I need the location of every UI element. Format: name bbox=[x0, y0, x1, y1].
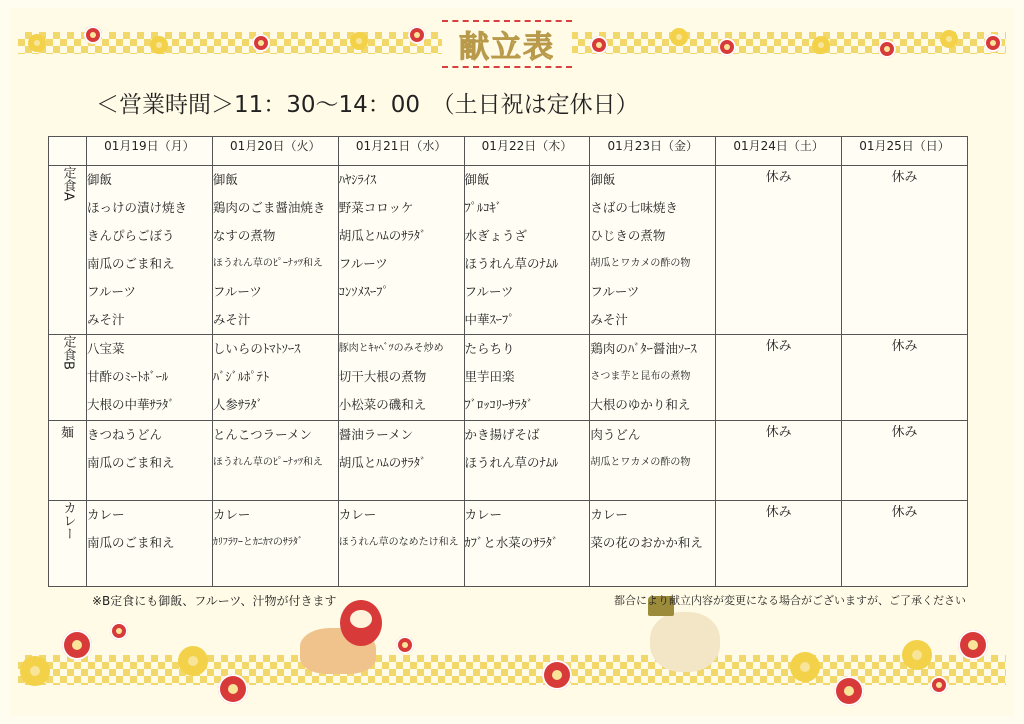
plum-flower-icon bbox=[590, 36, 608, 54]
category-noodle: 麺 bbox=[49, 421, 87, 501]
menu-item: 中華ｽｰﾌﾟ bbox=[464, 312, 515, 327]
menu-item: 南瓜のごま和え bbox=[87, 455, 175, 470]
menu-item: 御飯 bbox=[590, 172, 616, 187]
menu-item: ｶﾘﾌﾗﾜｰとｶﾆｶﾏのｻﾗﾀﾞ bbox=[212, 537, 303, 548]
menu-cell bbox=[212, 421, 338, 501]
menu-item: 小松菜の磯和え bbox=[338, 397, 427, 412]
corner-cell bbox=[49, 137, 87, 166]
menu-cell bbox=[338, 501, 464, 587]
menu-item: フルーツ bbox=[590, 284, 640, 299]
menu-item: ひじきの煮物 bbox=[590, 228, 666, 243]
menu-item: 鶏肉のごま醤油焼き bbox=[212, 200, 326, 215]
menu-item: ほうれん草のﾋﾟｰﾅｯﾂ和え bbox=[212, 457, 323, 468]
closed-cell: 休み bbox=[842, 335, 968, 421]
plum-flower-icon bbox=[178, 646, 208, 676]
menu-cell bbox=[212, 501, 338, 587]
menu-item: カレー bbox=[338, 507, 377, 522]
business-hours: ＜営業時間＞11：30～14：00 （土日祝は定休日） bbox=[96, 92, 639, 118]
date-header: 01月20日（火） bbox=[212, 137, 338, 166]
menu-item: 胡瓜とﾊﾑのｻﾗﾀﾞ bbox=[338, 455, 427, 470]
plum-flower-icon bbox=[984, 34, 1002, 52]
menu-item: さばの七味焼き bbox=[590, 200, 678, 215]
menu-item: 八宝菜 bbox=[87, 341, 125, 356]
menu-item: フルーツ bbox=[212, 284, 262, 299]
menu-table bbox=[48, 136, 968, 587]
menu-cell bbox=[590, 166, 716, 335]
closed-cell: 休み bbox=[716, 166, 842, 335]
menu-item: ﾊﾔｼﾗｲｽ bbox=[338, 172, 377, 187]
menu-item: カレー bbox=[464, 507, 503, 522]
menu-cell bbox=[338, 166, 464, 335]
menu-item: ｺﾝｿﾒｽｰﾌﾟ bbox=[338, 284, 389, 299]
menu-cell bbox=[464, 501, 590, 587]
date-header: 01月22日（木） bbox=[464, 137, 590, 166]
menu-item: 南瓜のごま和え bbox=[87, 535, 175, 550]
menu-item: 胡瓜とﾊﾑのｻﾗﾀﾞ bbox=[338, 228, 427, 243]
menu-item: ほうれん草のﾅﾑﾙ bbox=[464, 455, 559, 470]
plum-flower-icon bbox=[670, 28, 688, 46]
plum-flower-icon bbox=[542, 660, 572, 690]
row-curry bbox=[49, 501, 968, 587]
plum-flower-icon bbox=[62, 630, 92, 660]
menu-item: ほうれん草のなめたけ和え bbox=[338, 537, 459, 548]
date-header-row bbox=[49, 137, 968, 166]
menu-item: 甘酢のﾐｰﾄﾎﾞｰﾙ bbox=[87, 369, 169, 384]
plum-flower-icon bbox=[20, 656, 50, 686]
menu-item: フルーツ bbox=[87, 284, 137, 299]
menu-item: なすの煮物 bbox=[212, 228, 276, 243]
row-set-b bbox=[49, 335, 968, 421]
plum-flower-icon bbox=[218, 674, 248, 704]
menu-item: たらちり bbox=[464, 341, 515, 356]
menu-cell bbox=[212, 335, 338, 421]
menu-item bbox=[339, 306, 464, 334]
menu-cell bbox=[87, 421, 213, 501]
page-title: 献立表 bbox=[459, 30, 555, 65]
menu-cell bbox=[212, 166, 338, 335]
plum-flower-icon bbox=[408, 26, 426, 44]
menu-item: みそ汁 bbox=[87, 312, 125, 327]
plum-flower-icon bbox=[84, 26, 102, 44]
title-frame bbox=[442, 20, 572, 68]
plum-flower-icon bbox=[930, 676, 948, 694]
date-header: 01月23日（金） bbox=[590, 137, 716, 166]
date-header: 01月25日（日） bbox=[842, 137, 968, 166]
category-curry: カレー bbox=[49, 501, 87, 587]
menu-item: きんぴらごぼう bbox=[87, 228, 175, 243]
menu-item: 御飯 bbox=[87, 172, 113, 187]
menu-item: 南瓜のごま和え bbox=[87, 256, 175, 271]
plum-flower-icon bbox=[718, 38, 736, 56]
menu-item: 醤油ラーメン bbox=[338, 427, 414, 442]
menu-item: さつま芋と昆布の煮物 bbox=[590, 371, 691, 382]
menu-item: とんこつラーメン bbox=[212, 427, 312, 442]
row-noodle bbox=[49, 421, 968, 501]
plum-flower-icon bbox=[958, 630, 988, 660]
menu-item: 大根のゆかり和え bbox=[590, 397, 691, 412]
closed-cell: 休み bbox=[842, 421, 968, 501]
row-set-a bbox=[49, 166, 968, 335]
footnote-set-b: ※B定食にも御飯、フルーツ、汁物が付きます bbox=[92, 594, 337, 608]
plum-flower-icon bbox=[834, 676, 864, 706]
menu-item: きつねうどん bbox=[87, 427, 163, 442]
closed-cell: 休み bbox=[842, 501, 968, 587]
menu-item: 鶏肉のﾊﾞﾀｰ醤油ｿｰｽ bbox=[590, 341, 697, 356]
menu-item: カレー bbox=[590, 507, 628, 522]
menu-item: 水ぎょうざ bbox=[464, 228, 528, 243]
plum-flower-icon bbox=[28, 34, 46, 52]
plum-flower-icon bbox=[150, 36, 168, 54]
menu-cell bbox=[590, 335, 716, 421]
plum-flower-icon bbox=[878, 40, 896, 58]
closed-cell: 休み bbox=[716, 335, 842, 421]
menu-item: ﾊﾞｼﾞﾙﾎﾟﾃﾄ bbox=[212, 369, 270, 384]
menu-cell bbox=[590, 501, 716, 587]
closed-cell: 休み bbox=[716, 501, 842, 587]
plum-flower-icon bbox=[940, 30, 958, 48]
date-header: 01月19日（月） bbox=[87, 137, 213, 166]
menu-item: 野菜コロッケ bbox=[338, 200, 414, 215]
menu-cell bbox=[87, 501, 213, 587]
closed-cell: 休み bbox=[716, 421, 842, 501]
menu-item: ほっけの漬け焼き bbox=[87, 200, 188, 215]
menu-cell bbox=[338, 335, 464, 421]
menu-item: 豚肉とｷｬﾍﾞﾂのみそ炒め bbox=[338, 343, 444, 354]
plum-flower-icon bbox=[396, 636, 414, 654]
menu-item: みそ汁 bbox=[212, 312, 251, 327]
menu-cell bbox=[464, 421, 590, 501]
daruma-illustration bbox=[340, 600, 382, 646]
menu-item: みそ汁 bbox=[590, 312, 628, 327]
menu-item: フルーツ bbox=[464, 284, 514, 299]
menu-cell bbox=[87, 335, 213, 421]
plum-flower-icon bbox=[902, 640, 932, 670]
category-set-a: 定食A bbox=[49, 166, 87, 335]
menu-cell bbox=[464, 166, 590, 335]
menu-item: 御飯 bbox=[212, 172, 238, 187]
menu-item: 胡瓜とワカメの酢の物 bbox=[590, 457, 691, 468]
menu-item: 肉うどん bbox=[590, 427, 641, 442]
menu-item: 胡瓜とワカメの酢の物 bbox=[590, 258, 691, 269]
plum-flower-icon bbox=[812, 36, 830, 54]
menu-item: カレー bbox=[87, 507, 125, 522]
menu-item: ほうれん草のﾅﾑﾙ bbox=[464, 256, 559, 271]
menu-cell bbox=[87, 166, 213, 335]
menu-item: ｶﾌﾞと水菜のｻﾗﾀﾞ bbox=[464, 535, 559, 550]
menu-item: ほうれん草のﾋﾟｰﾅｯﾂ和え bbox=[212, 258, 323, 269]
category-set-b: 定食B bbox=[49, 335, 87, 421]
menu-item: 里芋田楽 bbox=[464, 369, 515, 384]
menu-item: 大根の中華ｻﾗﾀﾞ bbox=[87, 397, 175, 412]
horse-mochi-illustration bbox=[650, 612, 720, 672]
menu-item: ﾌﾟﾙｺｷﾞ bbox=[464, 200, 503, 215]
footnote-change-notice: 都合により献立内容が変更になる場合がございますが、ご了承ください bbox=[614, 594, 966, 607]
plum-flower-icon bbox=[252, 34, 270, 52]
plum-flower-icon bbox=[790, 652, 820, 682]
menu-item: 御飯 bbox=[464, 172, 490, 187]
menu-cell bbox=[338, 421, 464, 501]
menu-item: フルーツ bbox=[338, 256, 388, 271]
menu-item: ﾌﾞﾛｯｺﾘｰｻﾗﾀﾞ bbox=[464, 397, 534, 412]
menu-item: カレー bbox=[212, 507, 251, 522]
menu-item: 切干大根の煮物 bbox=[338, 369, 427, 384]
plum-flower-icon bbox=[350, 32, 368, 50]
date-header: 01月24日（土） bbox=[716, 137, 842, 166]
menu-item: しいらのﾄﾏﾄｿｰｽ bbox=[212, 341, 301, 356]
date-header: 01月21日（水） bbox=[338, 137, 464, 166]
menu-item: 人参ｻﾗﾀﾞ bbox=[212, 397, 263, 412]
menu-item: かき揚げそば bbox=[464, 427, 540, 442]
menu-cell bbox=[464, 335, 590, 421]
closed-cell: 休み bbox=[842, 166, 968, 335]
menu-cell bbox=[590, 421, 716, 501]
plum-flower-icon bbox=[110, 622, 128, 640]
menu-item: 菜の花のおかか和え bbox=[590, 535, 703, 550]
